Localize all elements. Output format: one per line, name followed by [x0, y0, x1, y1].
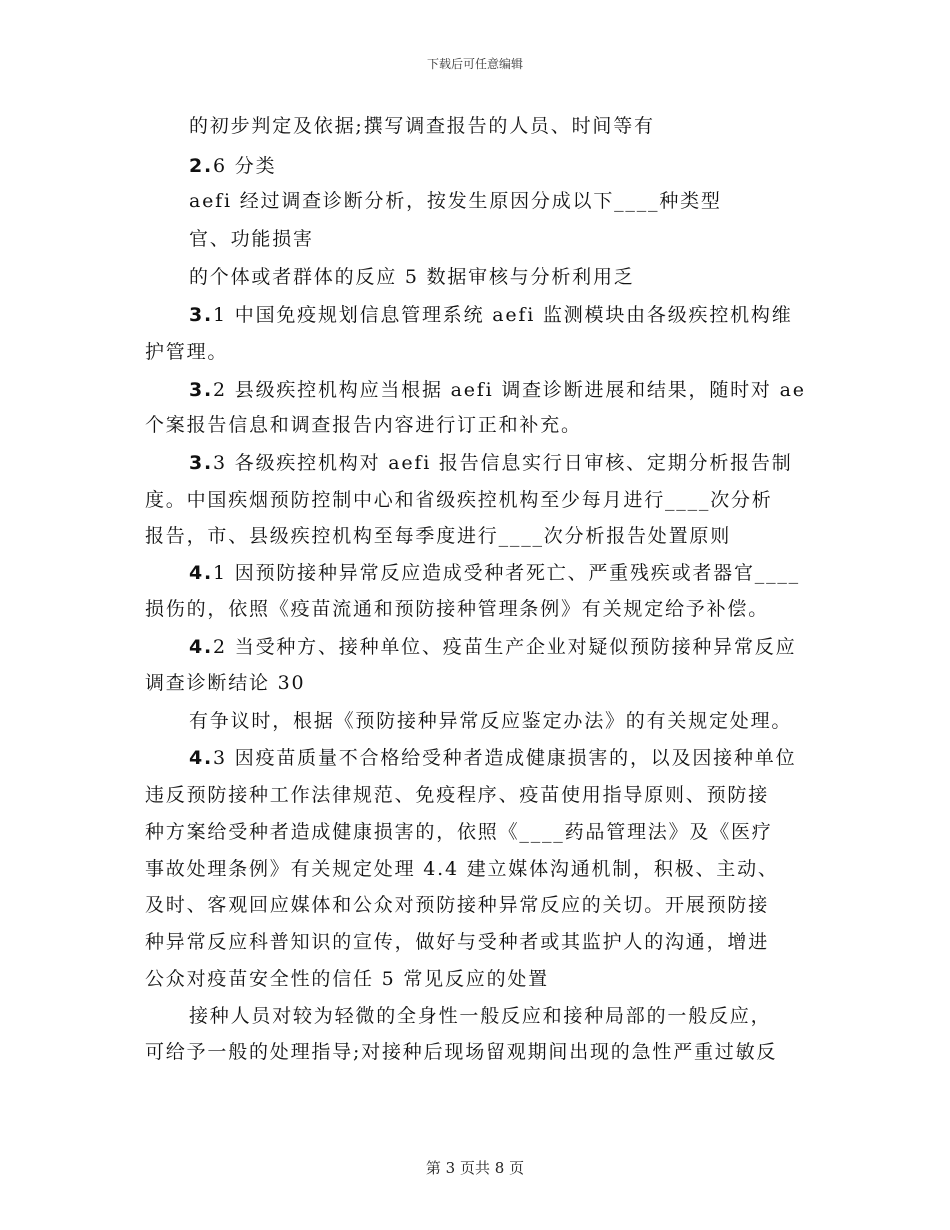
text-line	[189, 264, 635, 290]
line-text: 损伤的，依照《疫苗流通和预防接种管理条例》有关规定给予补偿。	[145, 598, 770, 620]
line-text: 官、功能损害	[189, 228, 314, 250]
section-paragraph	[189, 634, 796, 660]
section-number: 4.	[189, 636, 214, 658]
line-text: 报告，市、县级疾控机构至每季度进行____次分析报告处置原则	[145, 525, 732, 547]
line-text: 护管理。	[145, 341, 229, 363]
text-line	[189, 708, 792, 734]
section-paragraph	[189, 450, 793, 476]
line-text: 的初步判定及依据;撰写调查报告的人员、时间等有	[189, 115, 655, 137]
section-paragraph	[189, 745, 796, 771]
section-number: 4.	[189, 562, 214, 584]
line-text: 有争议时，根据《预防接种异常反应鉴定办法》的有关规定处理。	[189, 710, 793, 732]
text-line	[145, 523, 731, 549]
section-paragraph	[189, 302, 793, 328]
line-text: 的个体或者群体的反应 5 数据审核与分析利用乏	[189, 266, 635, 288]
section-heading	[189, 153, 276, 179]
section-number: 4.	[189, 747, 214, 769]
text-line	[145, 966, 549, 992]
line-text: 接种人员对较为轻微的全身性一般反应和接种局部的一般反应，	[189, 1005, 772, 1027]
page-header: 下载后可任意编辑	[426, 57, 523, 71]
text-line	[189, 113, 655, 139]
line-text: 度。中国疾烟预防控制中心和省级疾控机构至少每月进行____次分析	[145, 489, 773, 511]
line-text: 可给予一般的处理指导;对接种后现场留观期间出现的急性严重过敏反	[145, 1041, 778, 1063]
text-line	[145, 782, 769, 808]
text-line	[145, 412, 582, 438]
section-number: 3.	[189, 379, 214, 401]
section-paragraph	[189, 377, 806, 403]
text-line	[189, 226, 314, 252]
text-line	[189, 1003, 771, 1029]
line-text: 事故处理条例》有关规定处理 4.4 建立媒体沟通机制，积极、主动、	[145, 858, 779, 880]
line-text: 及时、客观回应媒体和公众对预防接种异常反应的关切。开展预防接	[145, 894, 770, 916]
line-text: 调查诊断结论 30	[145, 672, 306, 694]
section-paragraph	[189, 560, 800, 586]
line-text: 2 当受种方、接种单位、疫苗生产企业对疑似预防接种异常反应	[213, 636, 797, 658]
section-number: 2.	[189, 155, 214, 177]
line-text: 种方案给受种者造成健康损害的，依照《____药品管理法》及《医疗	[145, 821, 773, 843]
text-line	[145, 596, 769, 622]
line-text: 3 各级疾控机构对 aefi 报告信息实行日审核、定期分析报告制	[213, 452, 793, 474]
text-line	[145, 819, 773, 845]
text-line	[145, 339, 228, 365]
text-line	[145, 929, 769, 955]
line-text: 3 因疫苗质量不合格给受种者造成健康损害的，以及因接种单位	[213, 747, 797, 769]
text-line	[145, 487, 773, 513]
line-text: 违反预防接种工作法律规范、免疫程序、疫苗使用指导原则、预防接	[145, 784, 770, 806]
line-text: 6 分类	[213, 155, 277, 177]
line-text: 2 县级疾控机构应当根据 aefi 调查诊断进展和结果，随时对 ae	[213, 379, 806, 401]
line-text: 种异常反应科普知识的宣传，做好与受种者或其监护人的沟通，增进	[145, 931, 770, 953]
page-footer: 第 3 页共 8 页	[425, 1159, 525, 1177]
text-line	[145, 892, 769, 918]
line-text: 1 中国免疫规划信息管理系统 aefi 监测模块由各级疾控机构维	[213, 304, 793, 326]
line-text: 公众对疫苗安全性的信任 5 常见反应的处置	[145, 968, 549, 990]
text-line	[145, 670, 305, 696]
line-text: 1 因预防接种异常反应造成受种者死亡、严重残疾或者器官____	[213, 562, 800, 584]
text-line	[189, 188, 722, 214]
text-line	[145, 856, 779, 882]
line-text: 个案报告信息和调查报告内容进行订正和补充。	[145, 414, 582, 436]
line-text: aefi 经过调查诊断分析，按发生原因分成以下____种类型	[189, 190, 722, 212]
section-number: 3.	[189, 452, 214, 474]
text-line	[145, 1039, 777, 1065]
section-number: 3.	[189, 304, 214, 326]
